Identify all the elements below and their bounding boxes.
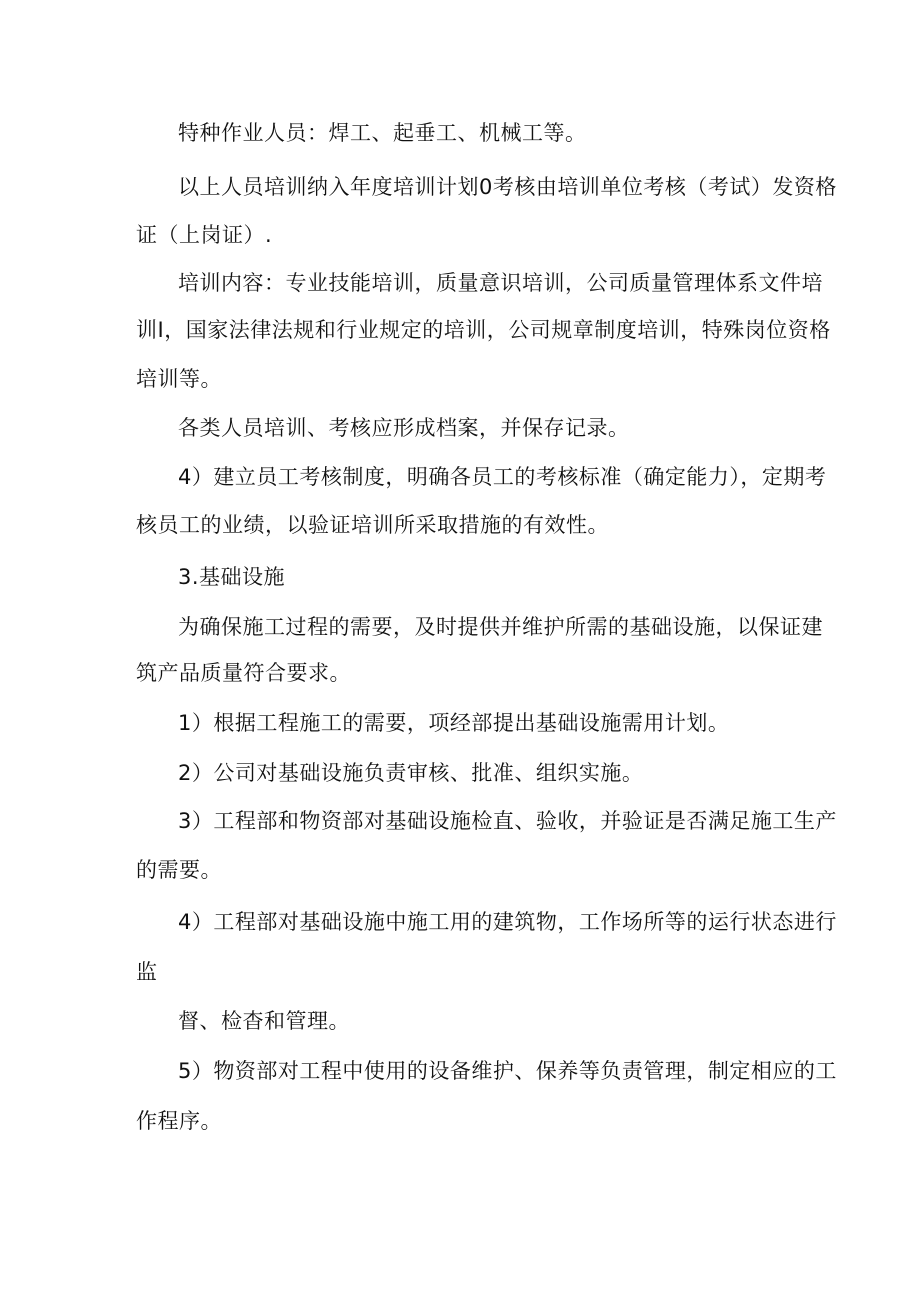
text-line: 培训内容：专业技能培训，质量意识培训，公司质量管理体系文件培 bbox=[178, 271, 823, 295]
text-line: 筑产品质量符合要求。 bbox=[136, 661, 351, 685]
text-line: 以上人员培训纳入年度培训计划0考核由培训单位考核（考试）发资格 bbox=[178, 175, 837, 199]
text-line: 训I，国家法律法规和行业规定的培训，公司规章制度培训，特殊岗位资格 bbox=[136, 318, 831, 342]
text-line: 4）建立员工考核制度，明确各员工的考核标准（确定能力），定期考 bbox=[178, 465, 827, 489]
text-line: 证（上岗证）. bbox=[136, 223, 273, 247]
text-line: 培训等。 bbox=[136, 367, 222, 391]
text-line: 监 bbox=[136, 960, 158, 984]
text-line: 为确保施工过程的需要，及时提供并维护所需的基础设施，以保证建 bbox=[178, 615, 823, 639]
list-item: 5）物资部对工程中使用的设备维护、保养等负责管理，制定相应的工 bbox=[178, 1059, 837, 1083]
text-line: 特种作业人员：焊工、起垂工、机械工等。 bbox=[178, 121, 587, 145]
text-line: 督、检杳和管理。 bbox=[178, 1009, 350, 1033]
section-heading: 3.基础设施 bbox=[178, 565, 286, 589]
text-line: 的需要。 bbox=[136, 858, 222, 882]
list-item: 4）工程部对基础设施中施工用的建筑物，工作场所等的运行状态进行 bbox=[178, 910, 837, 934]
list-item: 3）工程部和物资部对基础设施检直、验收，并验证是否满足施工生产 bbox=[178, 809, 837, 833]
text-line: 各类人员培训、考核应形成档案，并保存记录。 bbox=[178, 416, 630, 440]
text-line: 核员工的业绩，以验证培训所采取措施的有效性。 bbox=[136, 513, 609, 537]
list-item: 1）根据工程施工的需要，项经部提出基础设施需用计划。 bbox=[178, 711, 730, 735]
text-line: 作程序。 bbox=[136, 1109, 222, 1133]
list-item: 2）公司对基础设施负责审核、批准、组织实施。 bbox=[178, 761, 644, 785]
